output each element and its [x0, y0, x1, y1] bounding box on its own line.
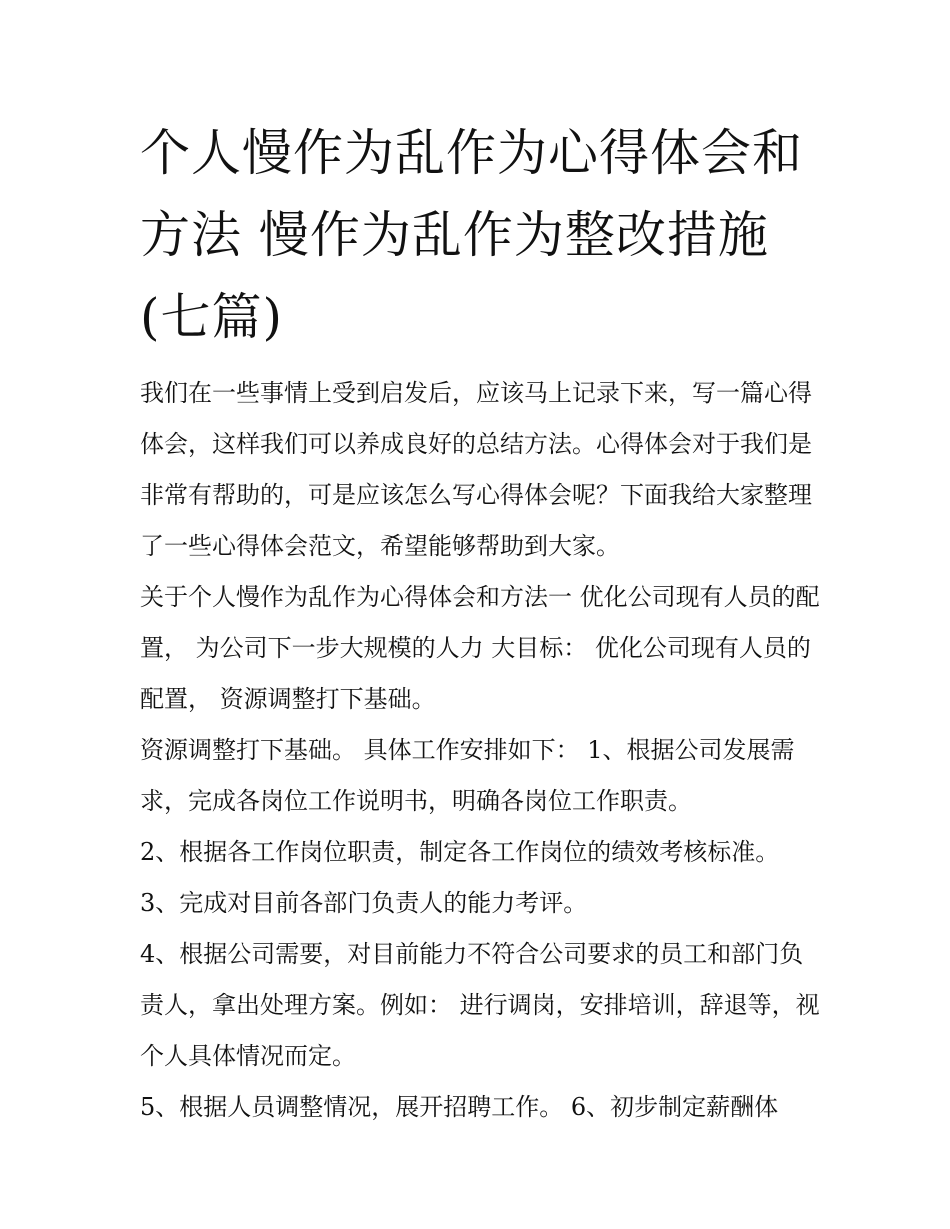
work-arrangement-paragraph: 资源调整打下基础。 具体工作安排如下： 1、根据公司发展需求，完成各岗位工作说明书，明确各岗位工作职责。 [140, 736, 795, 815]
list-item-4: 4、根据公司需要，对目前能力不符合公司要求的员工和部门负责人，拿出处理方案。例如： 进行调岗，安排培训，辞退等，视个人具体情况而定。 [140, 940, 820, 1070]
intro-paragraph: 我们在一些事情上受到启发后，应该马上记录下来，写一篇心得体会，这样我们可以养成良好的总结方法。心得体会对于我们是非常有帮助的，可是应该怎么写心得体会呢？下面我给大家整理了一些心得体会范文，希望能够帮助到大家。 [140, 379, 812, 560]
list-item-2: 2、根据各工作岗位职责，制定各工作岗位的绩效考核标准。 [140, 838, 780, 866]
document-title: 个人慢作为乱作为心得体会和方法 慢作为乱作为整改措施(七篇) [140, 124, 803, 346]
document-page [140, 112, 820, 1133]
list-item-5-6: 5、根据人员调整情况，展开招聘工作。 6、初步制定薪酬体 [140, 1093, 779, 1121]
list-item-3: 3、完成对目前各部门负责人的能力考评。 [140, 889, 588, 917]
section-one-paragraph: 关于个人慢作为乱作为心得体会和方法一 优化公司现有人员的配置， 为公司下一步大规模的人力 大目标： 优化公司现有人员的配置， 资源调整打下基础。 [140, 583, 820, 713]
